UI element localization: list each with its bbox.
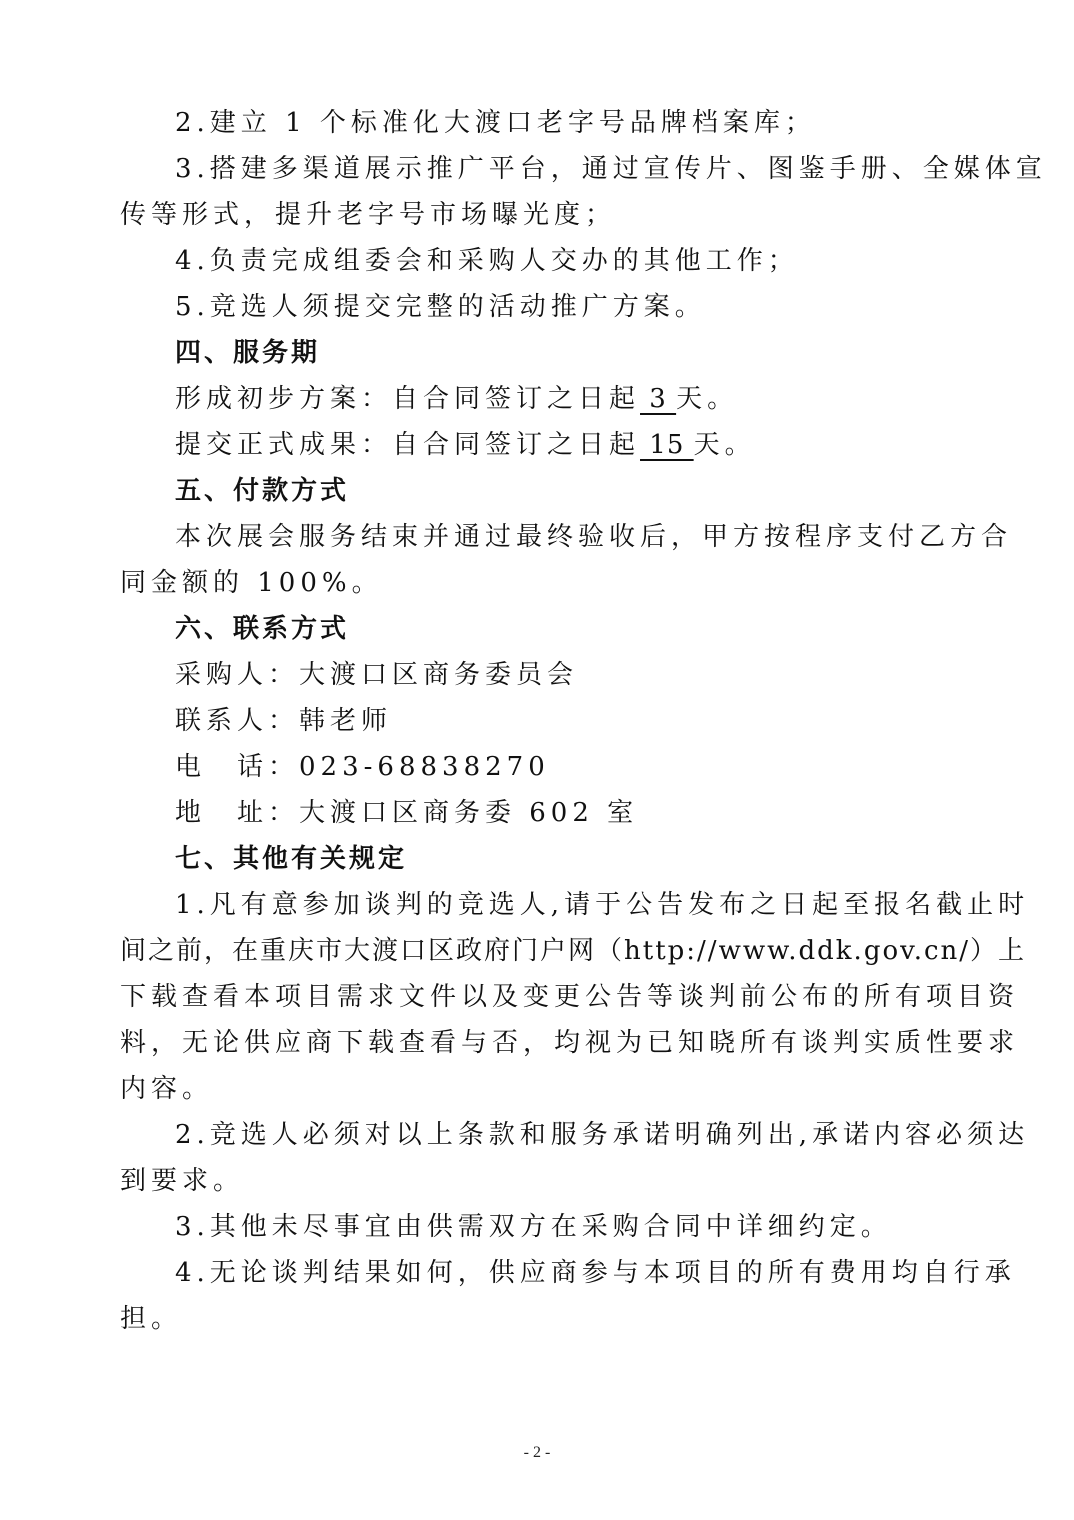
section-heading-other-rules: 七、其他有关规定 [175,844,408,874]
rule-3: 3.其他未尽事宜由供需双方在采购合同中详细约定。 [175,1212,892,1242]
section-heading-contact: 六、联系方式 [175,614,350,644]
item-3-line-1: 3.搭建多渠道展示推广平台，通过宣传片、图鉴手册、全媒体宣 [175,154,1047,184]
section-heading-payment: 五、付款方式 [175,476,350,506]
contact-phone: 电 话：023-68838270 [175,752,550,782]
rule-2-line-1: 2.竞选人必须对以上条款和服务承诺明确列出,承诺内容必须达 [175,1120,1030,1150]
plan-deadline [175,382,970,416]
item-3-line-2: 传等形式，提升老字号市场曝光度； [120,200,617,230]
contact-purchaser: 采购人：大渡口区商务委员会 [175,660,579,690]
rule-1-line-5: 内容。 [120,1074,214,1104]
rule-4-line-2: 担。 [120,1304,183,1334]
payment-line-1: 本次展会服务结束并通过最终验收后，甲方按程序支付乙方合 [175,522,1013,552]
final-days: 15 [640,430,694,460]
payment-line-2: 同金额的 100%。 [120,568,383,598]
plan-days: 3 [640,384,677,414]
rule-1-line-3: 下载查看本项目需求文件以及变更公告等谈判前公布的所有项目资 [120,982,1020,1012]
contact-person: 联系人：韩老师 [175,706,393,736]
item-2: 2.建立 1 个标准化大渡口老字号品牌档案库； [175,108,816,138]
final-prefix: 提交正式成果：自合同签订之日起 [175,430,641,460]
plan-prefix: 形成初步方案：自合同签订之日起 [175,384,641,414]
final-suffix: 天。 [693,430,756,460]
rule-1-line-4: 料，无论供应商下载查看与否，均视为已知晓所有谈判实质性要求 [120,1028,1020,1058]
rule-1-line-2: 间之前，在重庆市大渡口区政府门户网（http://www.ddk.gov.cn/）上 [120,936,1027,966]
rule-4-line-1: 4.无论谈判结果如何，供应商参与本项目的所有费用均自行承 [175,1258,1016,1288]
plan-suffix: 天。 [676,384,739,414]
rule-1-line-1: 1.凡有意参加谈判的竞选人,请于公告发布之日起至报名截止时 [175,890,1030,920]
section-heading-service-period: 四、服务期 [175,338,321,368]
rule-2-line-2: 到要求。 [120,1166,245,1196]
item-4: 4.负责完成组委会和采购人交办的其他工作； [175,246,799,276]
item-5: 5.竞选人须提交完整的活动推广方案。 [175,292,706,322]
page-number: - 2 - [523,1444,551,1461]
contact-address: 地 址：大渡口区商务委 602 室 [175,798,639,828]
final-deadline [175,428,970,462]
